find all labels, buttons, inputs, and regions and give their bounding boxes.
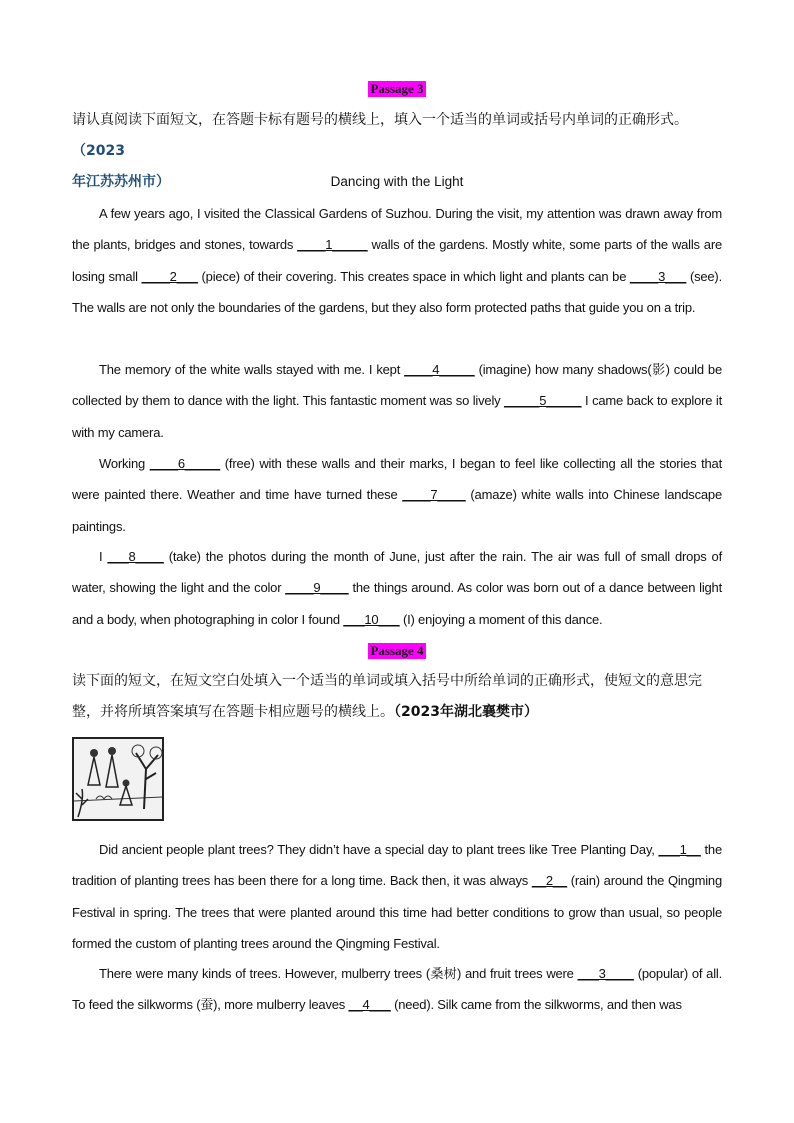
blank-p3-5[interactable]: _____5_____: [504, 393, 582, 409]
passage-3-instruction: 请认真阅读下面短文，在答题卡标有题号的横线上，填入一个适当的单词或括号内单词的正确形式。（2023 年江苏苏州市）: [72, 112, 688, 190]
passage-4-tag: Passage 4: [370, 643, 424, 658]
blank-p4-2[interactable]: __2__: [531, 873, 567, 889]
passage-3-title: Dancing with the Light: [330, 174, 464, 189]
passage-4-paragraph-1: Did ancient people plant trees? They didn’t have a special day to plant trees like Tree Planting Day, ___1__ the tradition of planting trees has been there for a long time. Back then, it was always __2__ (rain) around the Qingming Festival in spring. The trees that were planted around this time had better conditions to grow than usual, so people formed the custom of planting trees around the Qingming Festival.: [72, 842, 722, 951]
passage-3-paragraph-1: A few years ago, I visited the Classical Gardens of Suzhou. During the visit, my attention was drawn away from the plants, bridges and stones, towards ____1_____ walls of the gardens. Mostly white, some parts of the walls are losing small ____2___ (piece) of their covering. This creates space in which light and plants can be ____3___ (see). The walls are not only the boundaries of the gardens, but they also form protected paths that guide you on a trip.: [72, 206, 722, 315]
blank-p3-9[interactable]: ____9____: [285, 580, 349, 596]
ancient-tree-planting-illustration: [72, 737, 164, 821]
passage-4-instruction: 读下面的短文，在短文空白处填入一个适当的单词或填入括号中所给单词的正确形式，使短文的意思完整，并将所填答案填写在答题卡相应题号的横线上。（2023年湖北襄樊市）: [72, 673, 702, 720]
passage-3-tag: Passage 3: [370, 81, 424, 96]
blank-p4-4[interactable]: __4___: [348, 997, 391, 1013]
blank-p3-6[interactable]: ____6_____: [149, 456, 221, 471]
blank-p4-1[interactable]: ___1__: [658, 842, 701, 857]
blank-p3-4[interactable]: ____4_____: [404, 362, 475, 377]
blank-p3-1[interactable]: ____1_____: [297, 237, 368, 253]
blank-p3-2[interactable]: ____2___: [141, 268, 198, 284]
blank-p4-3[interactable]: ___3____: [577, 966, 634, 981]
blank-p3-7[interactable]: ____7____: [402, 487, 466, 503]
passage-3-paragraph-3: Working ____6_____ (free) with these walls and their marks, I began to feel like collecting all the stories that were painted there. Weather and time have turned these ____7____ (amaze) white walls into Chinese landscape paintings.: [72, 456, 722, 534]
blank-p3-3[interactable]: ____3___: [629, 268, 687, 284]
blank-p3-10[interactable]: ___10___: [343, 611, 400, 627]
passage-4-paragraph-2: There were many kinds of trees. However, mulberry trees (桑树) and fruit trees were ___3____ (popular) of all. To feed the silkworms (蚕), more mulberry leaves __4___ (need). Silk came from the silkworms, and then was: [72, 966, 722, 1013]
passage-3-paragraph-2: The memory of the white walls stayed with me. I kept ____4_____ (imagine) how many shadows(影) could be collected by them to dance with the light. This fantastic moment was so lively _____5_____ I came back to explore it with my camera.: [72, 362, 723, 440]
blank-p3-8[interactable]: ___8____: [107, 549, 164, 564]
passage-3-paragraph-4: I ___8____ (take) the photos during the month of June, just after the rain. The air was full of small drops of water, showing the light and the color ____9____ the things around. As color was born out of a dance between light and a body, when photographing in color I found ___10___ (I) enjoying a moment of this dance.: [72, 549, 722, 627]
